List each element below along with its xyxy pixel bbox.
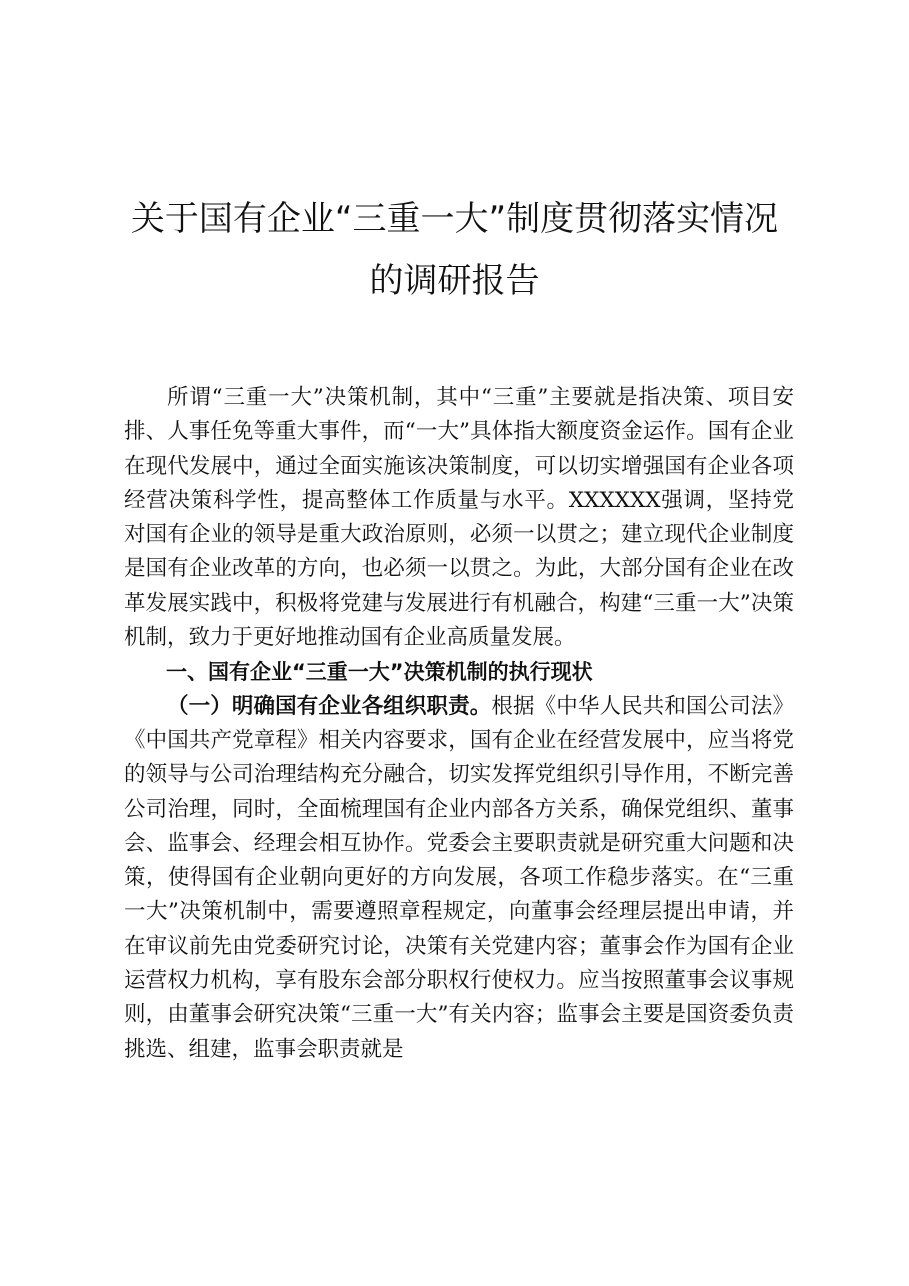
document-body	[124, 381, 794, 1067]
report-title-line-1: 关于国有企业“三重一大”制度贯彻落实情况	[130, 199, 779, 239]
report-title-line-2: 的调研报告	[369, 261, 540, 301]
report-title	[100, 188, 809, 312]
section-heading-1: 一、国有企业“三重一大”决策机制的执行现状	[166, 660, 593, 685]
section-1-paragraph-1-text: 根据《中华人民共和国公司法》《中国共产党章程》相关内容要求，国有企业在经营发展中，应当将党的领导与公司治理结构充分融合，切实发挥党组织引导作用，不断完善公司治理，同时，全面梳理国有企业内部各方关系，确保党组织、董事会、监事会、经理会相互协作。党委会主要职责就是研究重大问题和决策，使得国有企业朝向更好的方向发展，各项工作稳步落实。在“三重一大”决策机制中，需要遵照章程规定，向董事会经理层提出申请，并在审议前先由党委研究讨论，决策有关党建内容；董事会作为国有企业运营权力机构，享有股东会部分职权行使权力。应当按照董事会议事规则，由董事会研究决策“三重一大”有关内容；监事会主要是国资委负责挑选、组建，监事会职责就是	[124, 693, 794, 1062]
subsection-heading-1: （一）明确国有企业各组织职责。	[167, 693, 492, 719]
section-1-paragraph-1	[124, 690, 794, 1067]
intro-paragraph: 所谓“三重一大”决策机制，其中“三重”主要就是指决策、项目安排、人事任免等重大事件，而“一大”具体指大额度资金运作。国有企业在现代发展中，通过全面实施该决策制度，可以切实增强国有企业各项经营决策科学性，提高整体工作质量与水平。XXXXXX强调，坚持党对国有企业的领导是重大政治原则，必须一以贯之；建立现代企业制度是国有企业改革的方向，也必须一以贯之。为此，大部分国有企业在改革发展实践中，积极将党建与发展进行有机融合，构建“三重一大”决策机制，致力于更好地推动国有企业高质量发展。	[124, 385, 794, 651]
